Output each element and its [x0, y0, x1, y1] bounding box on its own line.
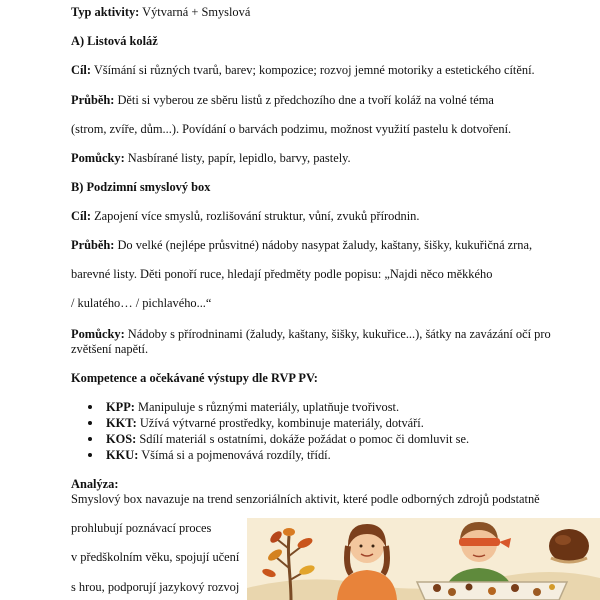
section-b-process-text-2: barevné listy. Děti ponoří ruce, hledají předměty podle popisu: „Najdi něco měkkého	[71, 267, 493, 281]
bullet-icon	[88, 405, 92, 409]
section-b-aids-text-2: zvětšení napětí.	[71, 342, 149, 356]
section-a-process	[71, 93, 494, 108]
section-a-goal-text: Všímání si různých tvarů, barev; kompozice; rozvoj jemné motoriky a estetického cítění.	[90, 63, 535, 77]
competences-heading: Kompetence a očekávané výstupy dle RVP PV:	[71, 371, 318, 385]
analysis-line-2: prohlubují poznávací proces	[71, 521, 212, 535]
activity-type-label: Typ aktivity:	[71, 5, 140, 19]
autumn-children-illustration	[247, 518, 600, 600]
section-b-goal-text: Zapojení více smyslů, rozlišování struktur, vůní, zvuků přírodnin.	[90, 209, 420, 223]
section-b-goal-label: Cíl:	[71, 209, 91, 223]
activity-type-line	[71, 5, 250, 20]
competence-item	[88, 447, 469, 463]
section-b-process-label: Průběh:	[71, 238, 115, 252]
competence-text: Manipuluje s různými materiály, uplatňuje tvořivost.	[134, 400, 400, 414]
section-b-aids-text-1: Nádoby s přírodninami (žaludy, kaštany, šišky, kukuřice...), šátky na zavázání očí pro	[124, 327, 551, 341]
section-a-aids-label: Pomůcky:	[71, 151, 125, 165]
competence-code: KKU:	[106, 448, 139, 462]
competence-item	[88, 415, 469, 431]
competence-text: Sdílí materiál s ostatními, dokáže požádat o pomoc či domluvit se.	[136, 432, 470, 446]
analysis-line-3: v předškolním věku, spojují učení	[71, 550, 240, 564]
competence-code: KPP:	[106, 400, 135, 414]
bullet-icon	[88, 437, 92, 441]
section-a-heading: A) Listová koláž	[71, 34, 158, 48]
chestnut-icon	[549, 529, 589, 563]
section-b-process-text-3: / kulatého… / pichlavého...“	[71, 296, 212, 310]
section-a-goal-label: Cíl:	[71, 63, 91, 77]
sensory-box-icon	[417, 582, 567, 600]
competences-list	[88, 399, 469, 463]
autumn-children-sensory-illustration-icon	[247, 518, 600, 600]
section-b-process	[71, 238, 532, 253]
section-b-process-text-1: Do velké (nejlépe průsvitné) nádoby nasypat žaludy, kaštany, šišky, kukuřičná zrna,	[114, 238, 533, 252]
activity-type-value: Výtvarná + Smyslová	[139, 5, 251, 19]
analysis-line-4: s hrou, podporují jazykový rozvoj	[71, 580, 240, 594]
competence-text: Všímá si a pojmenovává rozdíly, třídí.	[138, 448, 331, 462]
section-a-aids	[71, 151, 351, 166]
section-b-aids-label: Pomůcky:	[71, 327, 125, 341]
competence-item	[88, 431, 469, 447]
analysis-line-1: Smyslový box navazuje na trend senzoriálních aktivit, které podle odborných zdrojů podstatně	[71, 492, 540, 506]
section-b-heading: B) Podzimní smyslový box	[71, 180, 211, 194]
bullet-icon	[88, 421, 92, 425]
competence-code: KKT:	[106, 416, 137, 430]
section-a-aids-text: Nasbírané listy, papír, lepidlo, barvy, pastely.	[124, 151, 351, 165]
competence-item	[88, 399, 469, 415]
section-b-aids	[71, 327, 551, 342]
section-a-goal	[71, 63, 535, 78]
bullet-icon	[88, 453, 92, 457]
competence-text: Užívá výtvarné prostředky, kombinuje materiály, dotváří.	[136, 416, 424, 430]
analysis-heading: Analýza:	[71, 477, 119, 491]
competence-code: KOS:	[106, 432, 137, 446]
section-a-process-text-1: Děti si vyberou ze sběru listů z předchozího dne a tvoří koláž na volné téma	[114, 93, 494, 107]
section-a-process-text-2: (strom, zvíře, dům...). Povídání o barvách podzimu, možnost využití pastelu k dotvoření.	[71, 122, 512, 136]
section-a-process-label: Průběh:	[71, 93, 115, 107]
section-b-goal	[71, 209, 419, 224]
